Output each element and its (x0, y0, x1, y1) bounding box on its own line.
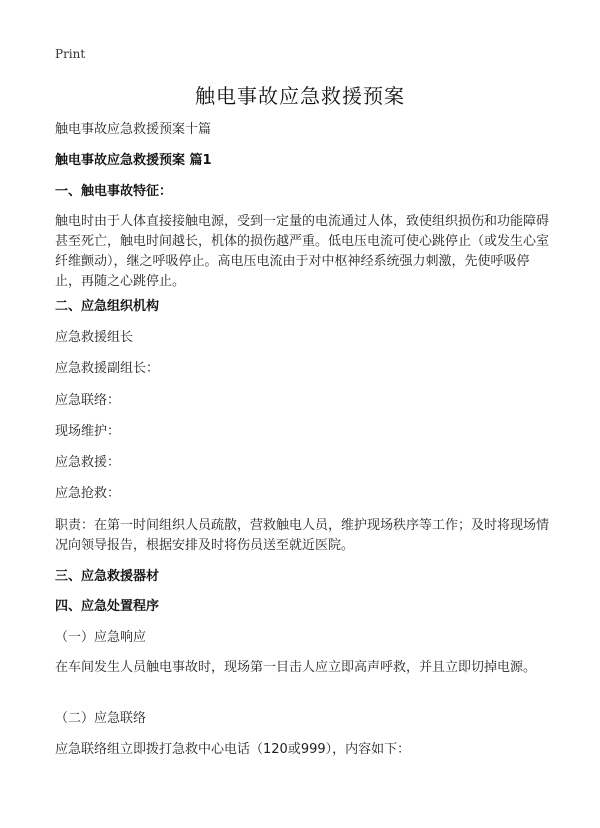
role-contact: 应急联络： (55, 393, 121, 408)
print-label: Print (55, 47, 86, 61)
paragraph-response: 在车间发生人员触电事故时，现场第一目击人应立即高声呼救，并且立即切掉电源。 (55, 660, 537, 675)
role-leader: 应急救援组长 (55, 330, 134, 345)
section-title: 触电事故应急救援预案 篇1 (55, 153, 212, 168)
paragraph-duties: 职责：在第一时间组织人员疏散，营救触电人员，维护现场秩序等工作；及时将现场情况向领导报告，根据安排及时将伤员送至就近医院。 (55, 518, 550, 553)
role-rescue: 应急救援： (55, 455, 121, 470)
document-subtitle: 触电事故应急救援预案十篇 (55, 122, 212, 137)
heading-equipment: 三、应急救援器材 (55, 569, 160, 584)
page-title: 触电事故应急救援预案 (195, 84, 405, 108)
role-deputy: 应急救援副组长： (55, 361, 160, 376)
role-emergency-aid: 应急抢救： (55, 486, 121, 501)
role-site-maintenance: 现场维护： (55, 424, 121, 439)
heading-features: 一、触电事故特征： (55, 184, 173, 199)
paragraph-contact: 应急联络组立即拨打急救中心电话（120或999），内容如下： (55, 742, 411, 757)
subheading-response: （一）应急响应 (55, 630, 147, 645)
paragraph-features: 触电时由于人体直接接触电源，受到一定量的电流通过人体，致使组织损伤和功能障碍甚至死亡，触电时间越长，机体的损伤越严重。低电压电流可使心跳停止（或发生心室纤维颤动），继之呼吸停止。高电压电流由于对中枢神经系统强力刺激，先使呼吸停止，再随之心跳停止。 (55, 214, 550, 289)
subheading-contact: （二）应急联络 (55, 711, 147, 726)
heading-procedure: 四、应急处置程序 (55, 599, 160, 614)
heading-organization: 二、应急组织机构 (55, 299, 160, 314)
